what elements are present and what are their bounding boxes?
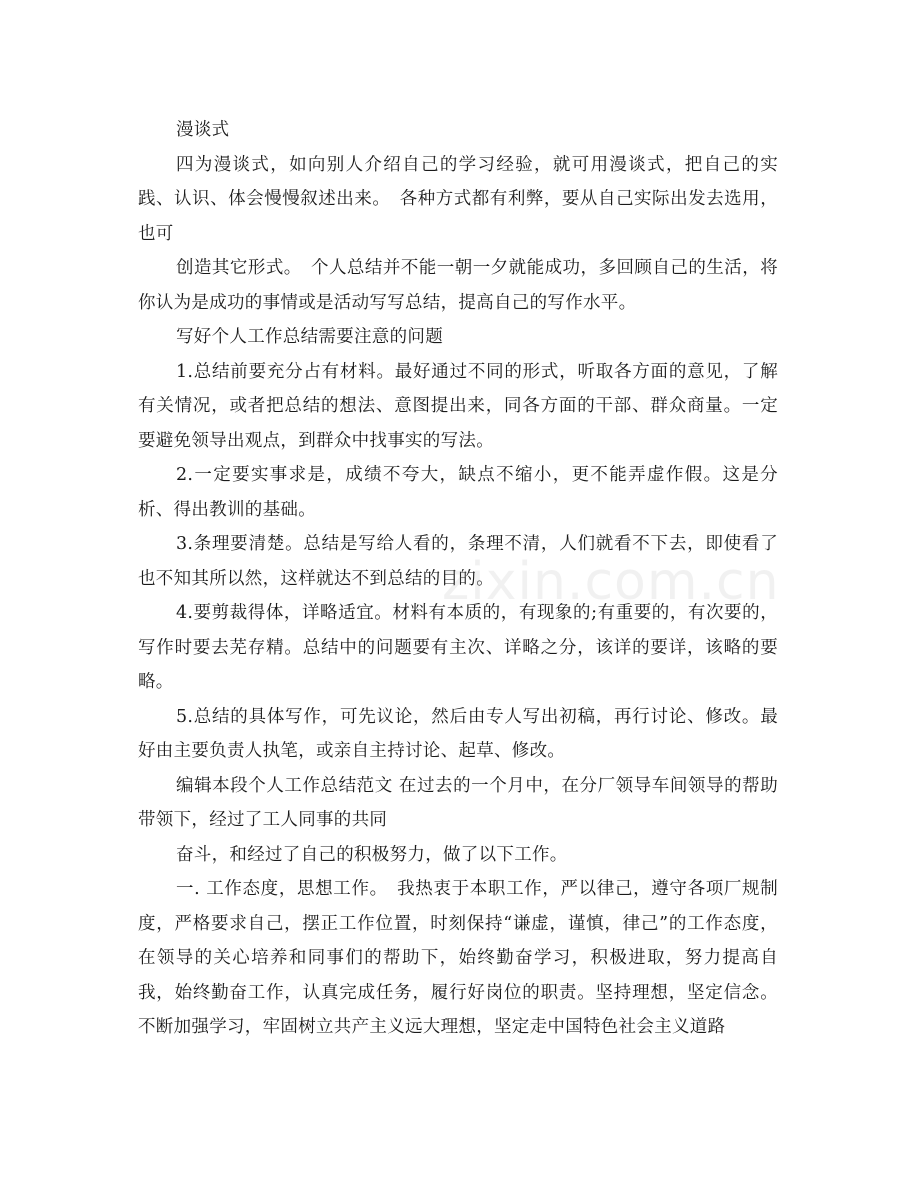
- paragraph-point-4: 4.要剪裁得体，详略适宜。材料有本质的，有现象的;有重要的，有次要的，写作时要去芜存精。总结中的问题要有主次、详略之分，该详的要详，该略的要略。: [138, 603, 778, 692]
- paragraph-point-1: 1.总结前要充分占有材料。最好通过不同的形式，听取各方面的意见，了解有关情况，或者把总结的想法、意图提出来，同各方面的干部、群众商量。一定要避免领导出观点，到群众中找事实的写法。: [138, 361, 778, 451]
- paragraph-point-2: 2.一定要实事求是，成绩不夸大，缺点不缩小，更不能弄虚作假。这是分析、得出教训的基础。: [138, 465, 778, 520]
- watermark-text: zixin.com.cn: [442, 552, 780, 612]
- paragraph-point-5: 5.总结的具体写作，可先议论，然后由专人写出初稿，再行讨论、修改。最好由主要负责人执笔，或亲自主持讨论、起草、修改。: [138, 706, 778, 761]
- paragraph-work-attitude: 一. 工作态度，思想工作。 我热衷于本职工作，严以律己，遵守各项厂规制度，严格要求自己，摆正工作位置，时刻保持“谦虚，谨慎，律己”的工作态度，在领导的关心培养和同事们的帮助下，始终勤奋学习，积极进取，努力提高自我，始终勤奋工作，认真完成任务，履行好岗位的职责。坚持理想，坚定信念。不断加强学习，牢固树立共产主义远大理想，坚定走中国特色社会主义道路: [138, 879, 778, 1037]
- paragraph-mantan-desc: 四为漫谈式，如向别人介绍自己的学习经验，就可用漫谈式，把自己的实践、认识、体会慢慢叙述出来。 各种方式都有利弊，要从自己实际出发去选用，也可: [138, 154, 778, 244]
- paragraph-heading-mantan: 漫谈式: [176, 120, 230, 140]
- paragraph-heading-issues: 写好个人工作总结需要注意的问题: [176, 327, 443, 347]
- paragraph-sample-effort: 奋斗，和经过了自己的积极努力，做了以下工作。: [176, 844, 568, 865]
- paragraph-sample-intro: 编辑本段个人工作总结范文 在过去的一个月中，在分厂领导车间领导的帮助带领下，经过了工人同事的共同: [138, 775, 778, 830]
- paragraph-point-3: 3.条理要清楚。总结是写给人看的，条理不清，人们就看不下去，即使看了也不知其所以然，这样就达不到总结的目的。: [138, 534, 778, 589]
- paragraph-other-forms: 创造其它形式。 个人总结并不能一朝一夕就能成功，多回顾自己的生活，将你认为是成功的事情或是活动写写总结，提高自己的写作水平。: [138, 258, 778, 313]
